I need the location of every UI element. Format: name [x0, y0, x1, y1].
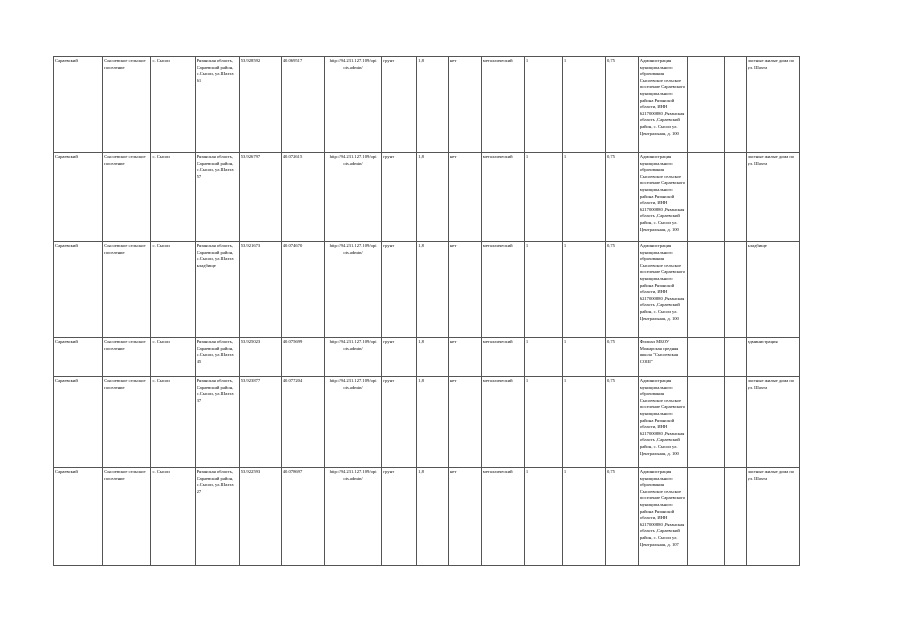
empty-cell — [724, 338, 746, 377]
cover-cell — [448, 468, 481, 566]
area-text: 1,8 — [418, 58, 424, 63]
cover-cell — [448, 57, 481, 153]
link-cell — [324, 377, 381, 468]
area-cell — [417, 57, 449, 153]
longitude-text: 40.072615 — [282, 154, 303, 159]
owner-cell — [638, 377, 687, 468]
cover-text: нет — [449, 339, 457, 344]
surface-text: грунт — [383, 154, 395, 159]
address-cell — [195, 468, 239, 566]
link-text: http://94.231.127.109/opi ots.admin/ — [329, 469, 377, 481]
district-text: Сараевский — [55, 58, 78, 63]
volume-cell — [605, 377, 638, 468]
locality-text: с. Сысои — [152, 58, 170, 63]
link-cell — [324, 338, 381, 377]
waste-source-cell — [746, 242, 800, 338]
surface-cell — [382, 153, 417, 242]
document-page — [53, 56, 800, 566]
address-cell — [195, 242, 239, 338]
cover-cell — [448, 242, 481, 338]
table-row — [54, 57, 800, 153]
locality-cell — [151, 377, 195, 468]
empty-cell — [724, 57, 746, 153]
area-cell — [417, 153, 449, 242]
longitude-text: 40.074670 — [282, 243, 303, 248]
surface-text: грунт — [383, 339, 395, 344]
area-cell — [417, 242, 449, 338]
planned-count-cell — [562, 242, 605, 338]
area-text: 1,8 — [418, 154, 424, 159]
volume-cell — [605, 338, 638, 377]
latitude-text: 53.921673 — [240, 243, 261, 248]
waste-source-cell — [746, 468, 800, 566]
locality-cell — [151, 57, 195, 153]
address-text: Рязанская область, Сараевский район, с.Сысои, ул.Шахта 45 — [196, 339, 234, 364]
longitude-cell — [281, 338, 324, 377]
waste-source-text: частные жилые дома по ул. Шахта — [747, 154, 795, 166]
district-text: Сараевский — [55, 339, 78, 344]
cover-text: нет — [449, 469, 457, 474]
longitude-cell — [281, 242, 324, 338]
cover-text: нет — [449, 154, 457, 159]
planned-count-cell — [562, 468, 605, 566]
longitude-text: 40.078697 — [282, 469, 303, 474]
area-text: 1,8 — [418, 243, 424, 248]
area-text: 1,8 — [418, 469, 424, 474]
settlement-text: Сысоевское сельское поселение — [104, 243, 146, 255]
latitude-cell — [239, 57, 281, 153]
container-type-cell — [481, 153, 524, 242]
surface-cell — [382, 338, 417, 377]
link-cell — [324, 242, 381, 338]
volume-text: 0,75 — [606, 339, 615, 344]
address-text: Рязанская область, Сараевский район, с.Сысои, ул.Шахта кладбище — [196, 243, 234, 268]
settlement-text: Сысоевское сельское поселение — [104, 154, 146, 166]
address-text: Рязанская область, Сараевский район, с.Сысои, ул.Шахта 27 — [196, 469, 234, 494]
table-row — [54, 242, 800, 338]
container-count-cell — [524, 338, 562, 377]
waste-source-text: частные жилые дома по ул. Шахта — [747, 469, 795, 481]
waste-source-cell — [746, 153, 800, 242]
latitude-cell — [239, 377, 281, 468]
empty-cell — [688, 468, 725, 566]
settlement-text: Сысоевское сельское поселение — [104, 339, 146, 351]
longitude-cell — [281, 468, 324, 566]
surface-text: грунт — [383, 469, 395, 474]
waste-source-text: частные жилые дома по ул. Шахта — [747, 58, 795, 70]
settlement-cell — [103, 338, 151, 377]
owner-text: Филиал МБОУ Можарская средняя школа "Сысоевская СОШ" — [639, 339, 679, 364]
locality-cell — [151, 153, 195, 242]
address-text: Рязанская область, Сараевский район, с.Сысои, ул.Шахта 37 — [196, 378, 234, 403]
owner-text: Администрация муниципального образования Сысоевское сельское поселение Сараевского муниципального района Рязанской области, ИНН 6217000880 ,Рязанская область ,Сараевский район, с. Сысои ул. Центральная, д. 100 — [639, 378, 686, 456]
container-count-cell — [524, 377, 562, 468]
surface-cell — [382, 57, 417, 153]
owner-cell — [638, 57, 687, 153]
locality-cell — [151, 242, 195, 338]
volume-text: 0,75 — [606, 58, 615, 63]
address-text: Рязанская область, Сараевский район, с.Сысои, ул.Шахта 61 — [196, 58, 234, 83]
surface-cell — [382, 242, 417, 338]
planned-count-cell — [562, 57, 605, 153]
address-cell — [195, 57, 239, 153]
longitude-text: 40.069517 — [282, 58, 303, 63]
planned-count-cell — [562, 338, 605, 377]
locality-text: с. Сысои — [152, 339, 170, 344]
longitude-text: 40.077204 — [282, 378, 303, 383]
table-row — [54, 468, 800, 566]
latitude-cell — [239, 338, 281, 377]
planned-count-cell — [562, 153, 605, 242]
latitude-cell — [239, 242, 281, 338]
container-type-text: металлический — [482, 469, 513, 474]
container-count-cell — [524, 242, 562, 338]
container-count-cell — [524, 57, 562, 153]
link-cell — [324, 468, 381, 566]
waste-source-cell — [746, 377, 800, 468]
longitude-cell — [281, 153, 324, 242]
district-cell — [54, 377, 103, 468]
waste-source-cell — [746, 57, 800, 153]
cover-cell — [448, 338, 481, 377]
waste-source-cell — [746, 338, 800, 377]
link-text: http://94.231.127.109/opi ots.admin/ — [329, 339, 377, 351]
container-type-cell — [481, 338, 524, 377]
container-type-cell — [481, 377, 524, 468]
volume-text: 0,75 — [606, 154, 615, 159]
latitude-text: 53.926797 — [240, 154, 261, 159]
district-cell — [54, 338, 103, 377]
latitude-cell — [239, 468, 281, 566]
latitude-text: 53.928592 — [240, 58, 261, 63]
empty-cell — [724, 468, 746, 566]
settlement-text: Сысоевское сельское поселение — [104, 469, 146, 481]
locality-text: с. Сысои — [152, 469, 170, 474]
locality-cell — [151, 468, 195, 566]
planned-count-text: 1 — [563, 58, 567, 63]
district-cell — [54, 57, 103, 153]
address-text: Рязанская область, Сараевский район, с.Сысои, ул.Шахта 57 — [196, 154, 234, 179]
district-cell — [54, 468, 103, 566]
owner-text: Администрация муниципального образования Сысоевское сельское поселение Сараевского муниципального района Рязанской области, ИНН 6217000880 ,Рязанская область ,Сараевский район, с. Сысои ул. Центральная, д. 107 — [639, 469, 686, 547]
empty-cell — [688, 338, 725, 377]
empty-cell — [688, 57, 725, 153]
waste-source-text: частные жилые дома по ул. Шахта — [747, 378, 795, 390]
address-cell — [195, 377, 239, 468]
area-text: 1,8 — [418, 339, 424, 344]
container-type-cell — [481, 57, 524, 153]
owner-text: Администрация муниципального образования Сысоевское сельское поселение Сараевского муниципального района Рязанской области, ИНН 6217000880 ,Рязанская область ,Сараевский район, с. Сысои ул. Центральная, д. 100 — [639, 58, 686, 136]
link-text: http://94.231.127.109/opi ots.admin/ — [329, 58, 377, 70]
owner-text: Администрация муниципального образования Сысоевское сельское поселение Сараевского муниципального района Рязанской области, ИНН 6217000880 ,Рязанская область ,Сараевский район, с. Сысои ул. Центральная, д. 100 — [639, 154, 686, 232]
container-count-text: 1 — [525, 469, 529, 474]
cover-text: нет — [449, 243, 457, 248]
cover-text: нет — [449, 378, 457, 383]
link-cell — [324, 57, 381, 153]
container-count-text: 1 — [525, 154, 529, 159]
volume-text: 0,75 — [606, 243, 615, 248]
locality-text: с. Сысои — [152, 154, 170, 159]
container-type-text: металлический — [482, 243, 513, 248]
empty-cell — [724, 153, 746, 242]
longitude-cell — [281, 57, 324, 153]
container-type-cell — [481, 242, 524, 338]
waste-source-text: кладбище — [747, 243, 767, 248]
planned-count-text: 1 — [563, 243, 567, 248]
empty-cell — [688, 153, 725, 242]
district-text: Сараевский — [55, 154, 78, 159]
owner-text: Администрация муниципального образования Сысоевское сельское поселение Сараевского муниципального района Рязанской области, ИНН 6217000880 ,Рязанская область ,Сараевский район, с. Сысои ул. Центральная, д. 100 — [639, 243, 686, 321]
district-cell — [54, 242, 103, 338]
owner-cell — [638, 338, 687, 377]
container-count-text: 1 — [525, 58, 529, 63]
settlement-cell — [103, 57, 151, 153]
container-count-text: 1 — [525, 243, 529, 248]
settlement-cell — [103, 242, 151, 338]
area-cell — [417, 338, 449, 377]
container-type-text: металлический — [482, 58, 513, 63]
table-row — [54, 338, 800, 377]
owner-cell — [638, 153, 687, 242]
volume-cell — [605, 153, 638, 242]
locality-text: с. Сысои — [152, 378, 170, 383]
empty-cell — [688, 242, 725, 338]
locality-cell — [151, 338, 195, 377]
cover-cell — [448, 377, 481, 468]
table-row — [54, 377, 800, 468]
container-count-cell — [524, 153, 562, 242]
planned-count-text: 1 — [563, 469, 567, 474]
planned-count-text: 1 — [563, 154, 567, 159]
planned-count-text: 1 — [563, 378, 567, 383]
link-text: http://94.231.127.109/opi ots.admin/ — [329, 154, 377, 166]
container-type-text: металлический — [482, 378, 513, 383]
district-text: Сараевский — [55, 378, 78, 383]
surface-cell — [382, 377, 417, 468]
surface-text: грунт — [383, 243, 395, 248]
settlement-text: Сысоевское сельское поселение — [104, 378, 146, 390]
volume-text: 0,75 — [606, 469, 615, 474]
district-text: Сараевский — [55, 243, 78, 248]
volume-cell — [605, 242, 638, 338]
owner-cell — [638, 242, 687, 338]
settlement-text: Сысоевское сельское поселение — [104, 58, 146, 70]
container-type-text: металлический — [482, 154, 513, 159]
volume-cell — [605, 468, 638, 566]
link-text: http://94.231.127.109/opi ots.admin/ — [329, 378, 377, 390]
owner-cell — [638, 468, 687, 566]
container-type-text: металлический — [482, 339, 513, 344]
latitude-text: 53.925023 — [240, 339, 261, 344]
settlement-cell — [103, 377, 151, 468]
area-text: 1,8 — [418, 378, 424, 383]
surface-cell — [382, 468, 417, 566]
cover-text: нет — [449, 58, 457, 63]
settlement-cell — [103, 468, 151, 566]
waste-sites-table — [53, 56, 800, 566]
latitude-cell — [239, 153, 281, 242]
link-cell — [324, 153, 381, 242]
area-cell — [417, 468, 449, 566]
latitude-text: 53.923877 — [240, 378, 261, 383]
volume-cell — [605, 57, 638, 153]
empty-cell — [688, 377, 725, 468]
address-cell — [195, 338, 239, 377]
surface-text: грунт — [383, 58, 395, 63]
longitude-text: 40.075699 — [282, 339, 303, 344]
locality-text: с. Сысои — [152, 243, 170, 248]
volume-text: 0,75 — [606, 378, 615, 383]
surface-text: грунт — [383, 378, 395, 383]
cover-cell — [448, 153, 481, 242]
planned-count-text: 1 — [563, 339, 567, 344]
waste-source-text: администрация — [747, 339, 778, 344]
container-count-cell — [524, 468, 562, 566]
container-count-text: 1 — [525, 378, 529, 383]
container-type-cell — [481, 468, 524, 566]
district-text: Сараевский — [55, 469, 78, 474]
planned-count-cell — [562, 377, 605, 468]
settlement-cell — [103, 153, 151, 242]
address-cell — [195, 153, 239, 242]
area-cell — [417, 377, 449, 468]
table-row — [54, 153, 800, 242]
empty-cell — [724, 377, 746, 468]
empty-cell — [724, 242, 746, 338]
district-cell — [54, 153, 103, 242]
link-text: http://94.231.127.109/opi ots.admin/ — [329, 243, 377, 255]
latitude-text: 53.922593 — [240, 469, 261, 474]
longitude-cell — [281, 377, 324, 468]
container-count-text: 1 — [525, 339, 529, 344]
